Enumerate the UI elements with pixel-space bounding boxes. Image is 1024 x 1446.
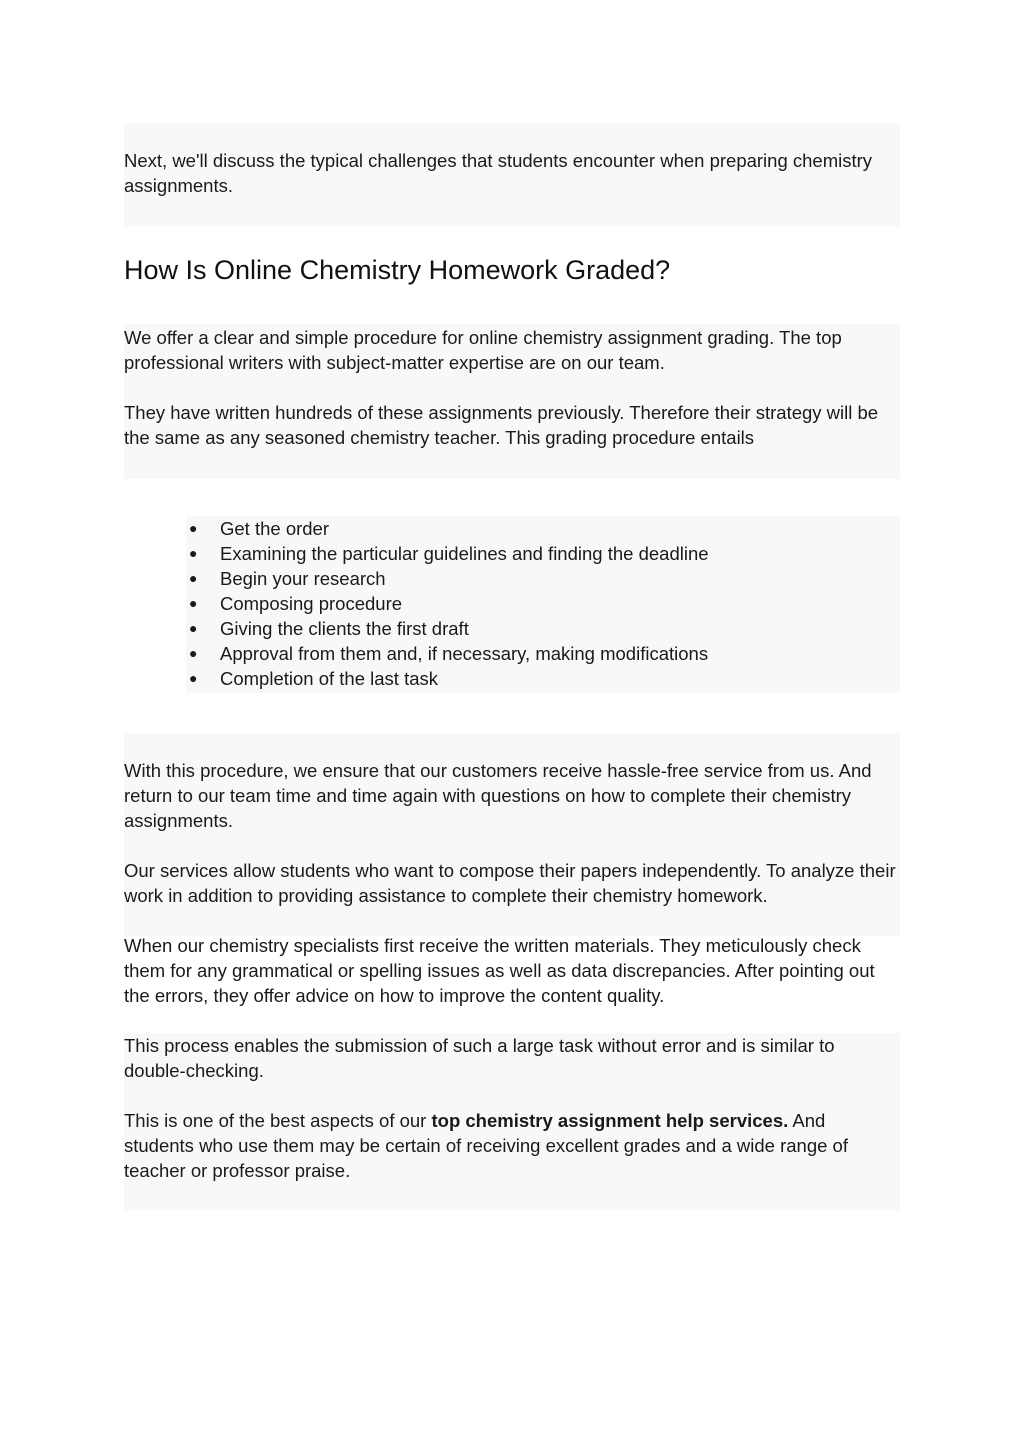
section-heading: How Is Online Chemistry Homework Graded?	[124, 255, 671, 285]
list-item: ● Examining the particular guidelines and finding the deadline	[189, 543, 709, 564]
bold-service-phrase: top chemistry assignment help services.	[431, 1110, 789, 1131]
list-item: ● Begin your research	[189, 568, 386, 589]
list-item: ● Composing procedure	[189, 593, 403, 614]
bullet-icon: ●	[189, 595, 198, 611]
bullet-icon: ●	[189, 670, 198, 686]
list-item: ● Giving the clients the first draft	[189, 618, 469, 639]
bullet-icon: ●	[189, 520, 198, 536]
bullet-icon: ●	[189, 620, 198, 636]
body-paragraph-1: With this procedure, we ensure that our customers receive hassle-free service from us. And return to our team time and time again with questions on how to complete their chemistry assignments.	[124, 760, 872, 831]
grading-paragraph-2: They have written hundreds of these assignments previously. Therefore their strategy will be the same as any seasoned chemistry teacher. This grading procedure entails	[124, 402, 879, 448]
list-item: ● Get the order	[189, 518, 330, 539]
body-paragraph-5: This is one of the best aspects of our top chemistry assignment help services. And students who use them may be certain of receiving excellent grades and a wide range of teacher or professor praise.	[124, 1110, 848, 1181]
list-item: ● Completion of the last task	[189, 668, 438, 689]
bullet-icon: ●	[189, 570, 198, 586]
grading-steps-list	[124, 516, 900, 691]
intro-paragraph: Next, we'll discuss the typical challenges that students encounter when preparing chemistry assignments.	[124, 150, 873, 196]
bullet-icon: ●	[189, 645, 198, 661]
body-paragraph-2: Our services allow students who want to compose their papers independently. To analyze their work in addition to providing assistance to complete their chemistry homework.	[124, 860, 896, 906]
bullet-icon: ●	[189, 545, 198, 561]
body-paragraph-3: When our chemistry specialists first receive the written materials. They meticulously check them for any grammatical or spelling issues as well as data discrepancies. After pointing out the errors, they offer advice on how to improve the content quality.	[124, 935, 875, 1006]
body-paragraph-4: This process enables the submission of such a large task without error and is similar to double-checking.	[124, 1035, 835, 1081]
list-item: ● Approval from them and, if necessary, making modifications	[189, 643, 709, 664]
grading-paragraph-1: We offer a clear and simple procedure for online chemistry assignment grading. The top professional writers with subject-matter expertise are on our team.	[124, 327, 842, 373]
